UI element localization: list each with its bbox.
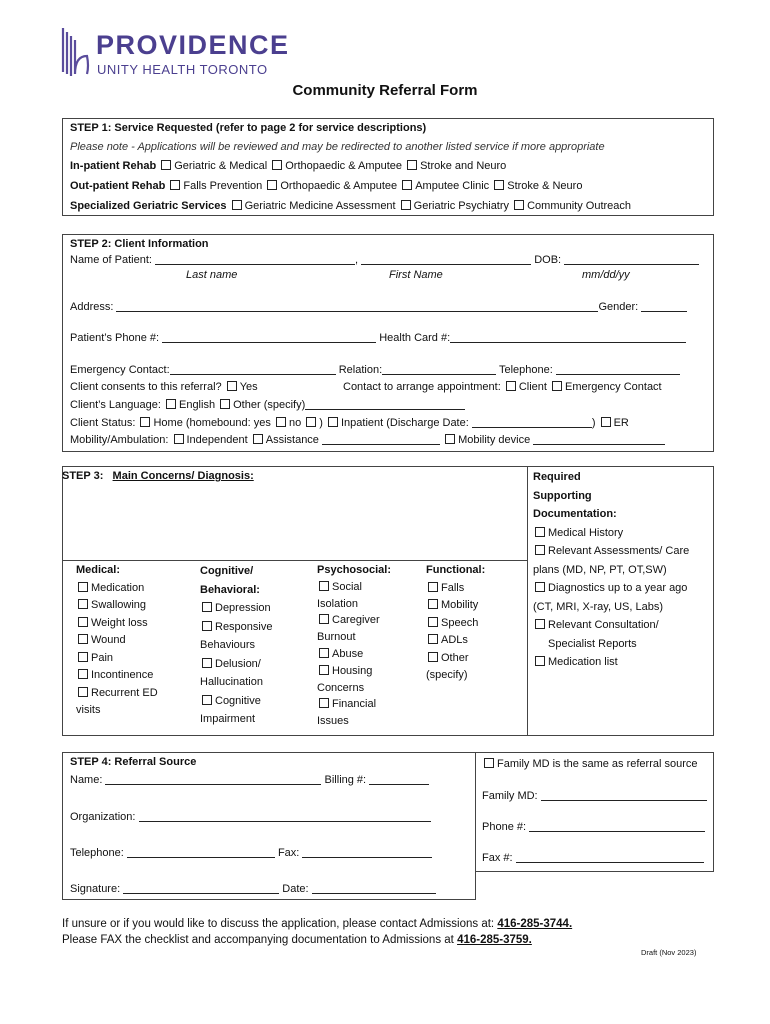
fax-label: Fax: — [277, 847, 300, 859]
geriatric-row — [70, 200, 631, 212]
signature-label: Signature: — [70, 883, 121, 895]
status-label: Client Status: — [70, 417, 136, 429]
option-label: Geriatric Psychiatry — [413, 200, 510, 212]
inpatient-row — [70, 160, 506, 172]
signature-row — [70, 883, 436, 895]
option-label: Yes — [239, 381, 258, 393]
last-name-hint: Last name — [186, 269, 238, 281]
fax-label: Fax #: — [482, 852, 513, 864]
option-label: Emergency Contact — [565, 381, 662, 393]
family-fax-row — [482, 852, 704, 864]
checkbox[interactable] — [407, 160, 417, 170]
date-field[interactable] — [312, 893, 436, 894]
step3-heading — [62, 470, 254, 482]
option-label: Falls Prevention — [183, 180, 263, 192]
gender-field[interactable] — [641, 311, 687, 312]
footer-text: If unsure or if you would like to discuss the application, please contact Admissions at: — [62, 918, 495, 930]
option-label: Orthopaedic & Amputee — [285, 160, 403, 172]
option-label: Depression — [215, 602, 271, 614]
checkbox[interactable] — [428, 617, 438, 627]
assistance-field[interactable] — [322, 444, 440, 445]
family-fax-field[interactable] — [516, 862, 704, 863]
required-docs-column — [533, 468, 689, 672]
checkbox[interactable] — [319, 665, 329, 675]
footer-line1 — [62, 918, 572, 930]
checkbox[interactable] — [202, 695, 212, 705]
contact-label: Contact to arrange appointment: — [343, 381, 501, 393]
option-label: Isolation — [317, 597, 358, 610]
option-label: Independent — [186, 434, 248, 446]
option-label: Inpatient (Discharge Date: — [341, 417, 469, 429]
step1-note: Please note - Applications will be reviewed and may be redirected to another listed service if more appropriate — [70, 141, 605, 153]
checkbox[interactable] — [494, 180, 504, 190]
checkbox[interactable] — [253, 434, 263, 444]
option-label: Stroke & Neuro — [507, 180, 583, 192]
name-label: Name of Patient: — [70, 254, 152, 266]
option-label: Weight loss — [91, 616, 148, 629]
checkbox[interactable] — [445, 434, 455, 444]
checkbox[interactable] — [170, 180, 180, 190]
option-label: Other (specify) — [233, 399, 306, 411]
checkbox[interactable] — [535, 619, 545, 629]
health-card-label: Health Card #: — [379, 332, 451, 344]
option-label: Community Outreach — [527, 200, 632, 212]
option-label: Family MD is the same as referral source — [497, 758, 698, 770]
telephone-field[interactable] — [556, 374, 680, 375]
dob-field[interactable] — [564, 264, 699, 265]
footer-text: Please FAX the checklist and accompanying documentation to Admissions at — [62, 934, 454, 946]
option-label: Orthopaedic & Amputee — [280, 180, 398, 192]
option-label: Cognitive — [215, 694, 261, 707]
option-label: Issues — [317, 715, 349, 728]
phone-field[interactable] — [162, 342, 376, 343]
option-label: Impairment — [200, 713, 256, 725]
option-label: Incontinence — [91, 669, 154, 681]
address-row — [70, 301, 687, 313]
providence-logo-icon — [60, 26, 92, 78]
option-label: English — [178, 399, 216, 411]
footer-line2 — [62, 934, 532, 946]
option-label: (specify) — [426, 669, 468, 681]
option-label: Relevant Assessments/ Care — [548, 545, 690, 557]
option-label: Falls — [441, 581, 465, 594]
logo-name: PROVIDENCE — [96, 30, 290, 60]
checkbox[interactable] — [166, 399, 176, 409]
family-same-row — [482, 758, 698, 770]
option-label: Wound — [91, 634, 126, 646]
checkbox[interactable] — [161, 160, 171, 170]
option-label: ) — [319, 417, 323, 429]
option-label: Assistance — [265, 434, 319, 446]
telephone-label: Telephone: — [70, 847, 124, 859]
organization-field[interactable] — [139, 821, 431, 822]
health-card-field[interactable] — [450, 342, 686, 343]
referrer-name-row — [70, 774, 429, 786]
checkbox[interactable] — [535, 582, 545, 592]
language-label: Client’s Language: — [70, 399, 161, 411]
checkbox[interactable] — [202, 602, 212, 612]
contact-row — [343, 381, 662, 393]
cognitive-title: Behavioral: — [200, 583, 260, 596]
option-label: Mobility — [441, 599, 479, 611]
required-title: Supporting — [533, 489, 592, 502]
checkbox[interactable] — [202, 658, 212, 668]
billing-label: Billing #: — [324, 774, 367, 786]
psychosocial-title: Psychosocial: — [317, 564, 391, 576]
option-label: Swallowing — [91, 599, 147, 611]
consent-row — [70, 381, 258, 393]
checkbox[interactable] — [232, 200, 242, 210]
fax-field[interactable] — [302, 857, 432, 858]
option-label: Medication — [91, 581, 145, 594]
address-label: Address: — [70, 301, 114, 313]
phone-label: Phone #: — [482, 821, 527, 833]
logo — [60, 26, 290, 81]
checkbox[interactable] — [319, 581, 329, 591]
patient-name-row: Name of Patient: , DOB: — [70, 254, 699, 266]
language-row — [70, 399, 465, 411]
required-title: Required — [533, 471, 581, 483]
step1-heading: STEP 1: Service Requested (refer to page 2 for service descriptions) — [70, 122, 427, 134]
option-label: Financial — [332, 698, 377, 711]
option-label: (CT, MRI, X-ray, US, Labs) — [533, 600, 663, 613]
checkbox[interactable] — [78, 652, 88, 662]
telephone-field[interactable] — [127, 857, 275, 858]
emergency-field[interactable] — [170, 374, 336, 375]
family-md-field[interactable] — [541, 800, 707, 801]
functional-title: Functional: — [426, 564, 486, 576]
organization-row — [70, 811, 431, 823]
geriatric-label: Specialized Geriatric Services — [70, 200, 227, 212]
family-phone-field[interactable] — [529, 831, 705, 832]
step3-title: Main Concerns/ Diagnosis: — [112, 470, 254, 482]
option-label: Abuse — [332, 647, 364, 660]
checkbox[interactable] — [319, 698, 329, 708]
checkbox[interactable] — [428, 634, 438, 644]
option-label: Medical History — [548, 526, 624, 539]
checkbox[interactable] — [306, 417, 316, 427]
checkbox[interactable] — [535, 545, 545, 555]
emergency-row — [70, 364, 680, 376]
option-label: Mobility device — [458, 434, 531, 446]
family-md-row — [482, 790, 707, 802]
option-label: Stroke and Neuro — [420, 160, 507, 172]
option-label: Medication list — [548, 656, 618, 668]
phone-row — [70, 332, 686, 344]
option-label: Concerns — [317, 681, 365, 694]
family-md-label: Family MD: — [482, 790, 538, 802]
checkbox[interactable] — [428, 582, 438, 592]
checkbox[interactable] — [78, 582, 88, 592]
organization-label: Organization: — [70, 811, 136, 823]
option-label: Delusion/ — [215, 657, 261, 670]
option-label: Diagnostics up to a year ago — [548, 582, 688, 594]
step3-prefix: STEP 3: — [62, 470, 104, 482]
option-label: Caregiver — [332, 614, 380, 627]
option-label: visits — [76, 704, 101, 716]
cognitive-column — [200, 562, 272, 729]
page-title: Community Referral Form — [292, 82, 478, 99]
outpatient-row — [70, 180, 582, 192]
option-label: Other — [441, 651, 469, 664]
checkbox[interactable] — [535, 656, 545, 666]
outpatient-label: Out-patient Rehab — [70, 180, 166, 192]
referrer-name-field[interactable] — [105, 784, 321, 785]
admissions-fax-link[interactable]: 416-285-3759. — [457, 934, 532, 946]
medical-title: Medical: — [76, 564, 121, 576]
dob-label: DOB: — [534, 254, 562, 266]
logo-subtitle: UNITY HEALTH TORONTO — [97, 62, 268, 77]
emergency-label: Emergency Contact: — [70, 364, 170, 376]
draft-label: Draft (Nov 2023) — [641, 948, 697, 957]
checkbox[interactable] — [78, 599, 88, 609]
referrer-phone-row — [70, 847, 432, 859]
step3-hdivider — [62, 560, 528, 561]
checkbox[interactable] — [402, 180, 412, 190]
dob-format-hint: mm/dd/yy — [582, 269, 630, 281]
name-label: Name: — [70, 774, 103, 786]
checkbox[interactable] — [202, 621, 212, 631]
checkbox[interactable] — [272, 160, 282, 170]
option-label: Geriatric & Medical — [174, 160, 268, 172]
checkbox[interactable] — [276, 417, 286, 427]
consent-label: Client consents to this referral? — [70, 381, 222, 393]
family-phone-row — [482, 821, 705, 833]
step2-heading: STEP 2: Client Information — [70, 238, 209, 250]
gender-label: Gender: — [598, 301, 639, 313]
language-other-field[interactable] — [305, 409, 465, 410]
option-label: Speech — [441, 616, 479, 629]
status-row: Client Status: Home (homebound: yes no ) Inpatient (Discharge Date: ) ER — [70, 417, 629, 429]
checkbox[interactable] — [601, 417, 611, 427]
option-label: Hallucination — [200, 676, 263, 688]
psychosocial-column — [317, 562, 391, 730]
signature-field[interactable] — [123, 893, 279, 894]
checkbox[interactable] — [319, 648, 329, 658]
option-label: Recurrent ED — [91, 686, 158, 699]
option-label: Relevant Consultation/ — [548, 619, 659, 631]
functional-column — [426, 562, 485, 685]
checkbox[interactable] — [506, 381, 516, 391]
cognitive-title: Cognitive/ — [200, 565, 254, 577]
checkbox[interactable] — [514, 200, 524, 210]
checkbox[interactable] — [227, 381, 237, 391]
option-label: Pain — [91, 651, 114, 664]
checkbox[interactable] — [484, 758, 494, 768]
checkbox[interactable] — [401, 200, 411, 210]
checkbox[interactable] — [78, 634, 88, 644]
option-label: Home (homebound: yes — [153, 417, 271, 429]
option-label: Social — [332, 580, 362, 593]
relation-label: Relation: — [338, 364, 383, 376]
inpatient-label: In-patient Rehab — [70, 160, 157, 172]
checkbox[interactable] — [428, 599, 438, 609]
option-label: Amputee Clinic — [415, 180, 490, 192]
step4-heading: STEP 4: Referral Source — [70, 756, 197, 768]
checkbox[interactable] — [319, 614, 329, 624]
checkbox[interactable] — [328, 417, 338, 427]
discharge-date-field[interactable] — [472, 427, 592, 428]
phone-label: Patient’s Phone #: — [70, 332, 160, 344]
mobility-label: Mobility/Ambulation: — [70, 434, 169, 446]
date-label: Date: — [282, 883, 309, 895]
option-label: ADLs — [441, 634, 468, 646]
option-label: ER — [613, 417, 629, 429]
checkbox[interactable] — [78, 669, 88, 679]
checkbox[interactable] — [220, 399, 230, 409]
option-label: Housing — [332, 664, 373, 677]
mobility-row — [70, 434, 665, 446]
required-title: Documentation: — [533, 508, 617, 520]
option-label: Specialist Reports — [548, 637, 637, 650]
checkbox[interactable] — [174, 434, 184, 444]
option-label: Behaviours — [200, 639, 256, 651]
option-label: Responsive — [215, 620, 273, 633]
checkbox[interactable] — [428, 652, 438, 662]
checkbox[interactable] — [140, 417, 150, 427]
billing-field[interactable] — [369, 784, 429, 785]
option-label: plans (MD, NP, PT, OT,SW) — [533, 563, 667, 576]
checkbox[interactable] — [78, 687, 88, 697]
telephone-label: Telephone: — [499, 364, 553, 376]
admissions-phone-link[interactable]: 416-285-3744. — [497, 918, 573, 930]
option-label: Client — [518, 381, 547, 393]
checkbox[interactable] — [535, 527, 545, 537]
mobility-device-field[interactable] — [533, 444, 665, 445]
step3-divider — [527, 466, 528, 736]
address-field[interactable] — [116, 311, 598, 312]
last-name-field[interactable] — [155, 264, 355, 265]
option-label: Geriatric Medicine Assessment — [244, 200, 396, 212]
checkbox[interactable] — [552, 381, 562, 391]
checkbox[interactable] — [78, 617, 88, 627]
first-name-hint: First Name — [389, 269, 443, 281]
option-label: no — [288, 417, 302, 429]
relation-field[interactable] — [382, 374, 496, 375]
option-label: Burnout — [317, 631, 356, 644]
checkbox[interactable] — [267, 180, 277, 190]
first-name-field[interactable] — [361, 264, 531, 265]
medical-column — [76, 562, 158, 720]
